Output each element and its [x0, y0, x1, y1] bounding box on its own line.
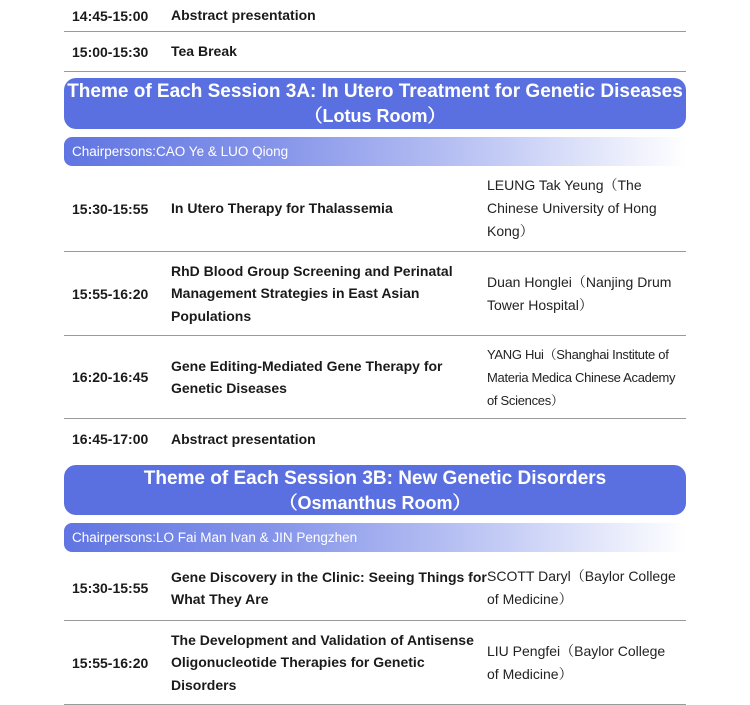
- row-speaker: Duan Honglei（Nanjing Drum Tower Hospital）: [487, 273, 672, 313]
- session-title: Theme of Each Session 3A: In Utero Treatment for Genetic Diseases: [67, 81, 683, 102]
- row-speaker: SCOTT Daryl（Baylor College of Medicine）: [487, 568, 676, 607]
- row-title: In Utero Therapy for Thalassemia: [171, 200, 393, 217]
- schedule-row: [64, 252, 686, 336]
- row-title: RhD Blood Group Screening and Perinatal Management Strategies in East Asian Populations: [171, 262, 453, 324]
- row-time: 15:00-15:30: [72, 43, 149, 60]
- row-speaker: LIU Pengfei（Baylor College of Medicine）: [487, 642, 666, 682]
- row-time: 14:45-15:00: [72, 7, 149, 24]
- session-room: （Osmanthus Room）: [279, 493, 471, 513]
- row-speaker: YANG Hui（Shanghai Institute of Materia Medica Chinese Academy of Sciences）: [487, 346, 676, 408]
- session-title: Theme of Each Session 3B: New Genetic Disorders: [143, 468, 607, 489]
- chairpersons-bar: Chairpersons:LO Fai Man Ivan & JIN Pengzhen: [64, 523, 686, 552]
- session-header-3b: [64, 465, 686, 515]
- row-title: Abstract presentation: [171, 430, 316, 447]
- chairpersons-bar: Chairpersons:CAO Ye & LUO Qiong: [64, 137, 686, 166]
- schedule-row: [64, 621, 686, 705]
- row-time: 15:30-15:55: [72, 200, 149, 217]
- row-time: 15:55-16:20: [72, 654, 149, 671]
- row-title: Gene Discovery in the Clinic: Seeing Things for What They Are: [171, 568, 487, 607]
- row-time: 15:30-15:55: [72, 580, 149, 596]
- row-title: Gene Editing-Mediated Gene Therapy for Genetic Diseases: [171, 357, 443, 396]
- row-time: 16:45-17:00: [72, 431, 149, 447]
- schedule-row: [64, 0, 686, 32]
- schedule-row: [64, 336, 686, 419]
- row-title: Abstract presentation: [171, 7, 316, 24]
- row-time: 15:55-16:20: [72, 285, 149, 302]
- row-title: The Development and Validation of Antisense Oligonucleotide Therapies for Genetic Disorders: [171, 631, 474, 693]
- row-speaker: LEUNG Tak Yeung（The Chinese University of Hong Kong）: [487, 177, 657, 239]
- session-header-3a: [64, 78, 686, 129]
- row-time: 16:20-16:45: [72, 369, 149, 385]
- schedule-row: [64, 166, 686, 252]
- session-room: （Lotus Room）: [304, 106, 446, 126]
- schedule: [64, 0, 686, 705]
- schedule-row: [64, 32, 686, 72]
- schedule-row: [64, 556, 686, 621]
- row-title: Tea Break: [171, 43, 237, 60]
- schedule-row: [64, 419, 686, 459]
